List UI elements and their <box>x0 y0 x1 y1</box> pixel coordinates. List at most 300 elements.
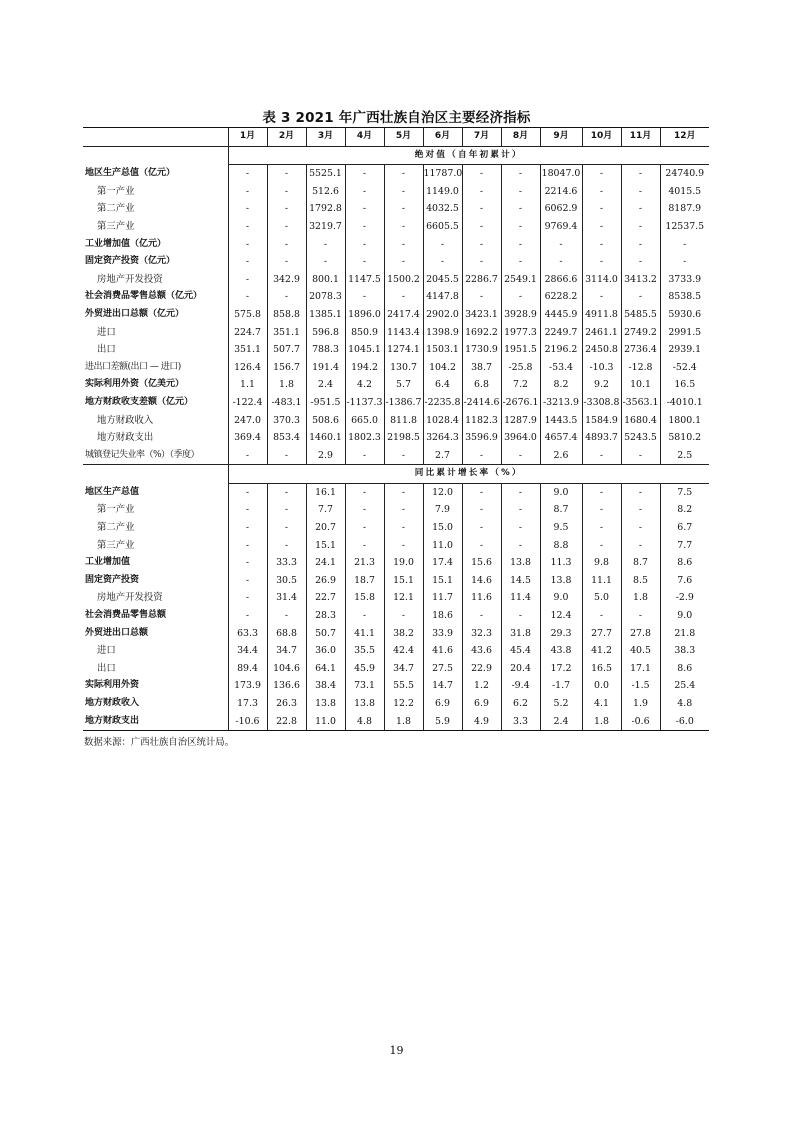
table-cell: 1977.3 <box>501 324 540 342</box>
table-cell: 21.3 <box>345 554 384 572</box>
table-cell: 7.6 <box>660 572 709 590</box>
table-cell: 6.2 <box>501 695 540 713</box>
table-cell: - <box>345 183 384 201</box>
table-cell: 27.5 <box>423 660 462 678</box>
table-cell: - <box>228 554 267 572</box>
table-cell: 14.5 <box>501 572 540 590</box>
table-cell: 2.4 <box>306 376 345 394</box>
table-cell: - <box>228 165 267 183</box>
table-cell: 50.7 <box>306 625 345 643</box>
table-cell: 12.4 <box>540 607 582 625</box>
table-cell: 2991.5 <box>660 324 709 342</box>
table-cell: 858.8 <box>267 306 306 324</box>
table-cell: 8.7 <box>621 554 660 572</box>
row-label: 进出口差额(出口 — 进口) <box>85 361 181 372</box>
table-cell: 8.6 <box>660 660 709 678</box>
table-cell: - <box>660 236 709 254</box>
table-cell: 14.6 <box>462 572 501 590</box>
table-cell: 369.4 <box>228 429 267 447</box>
table-cell: 4911.8 <box>582 306 621 324</box>
table-cell: 1460.1 <box>306 429 345 447</box>
month-header: 2月 <box>267 128 306 147</box>
table-cell: - <box>462 200 501 218</box>
table-cell: 15.6 <box>462 554 501 572</box>
table-cell: 13.8 <box>345 695 384 713</box>
page-number: 19 <box>389 1044 404 1057</box>
table-cell: - <box>501 447 540 465</box>
table-cell: - <box>582 537 621 555</box>
table-cell: 4032.5 <box>423 200 462 218</box>
table-cell: -0.6 <box>621 713 660 731</box>
table-cell: 1398.9 <box>423 324 462 342</box>
row-label: 外贸进出口总额（亿元） <box>85 308 185 319</box>
table-cell: 63.3 <box>228 625 267 643</box>
table-row <box>83 713 709 731</box>
table-cell: 156.7 <box>267 359 306 377</box>
table-cell: 224.7 <box>228 324 267 342</box>
table-cell: 6062.9 <box>540 200 582 218</box>
table-cell: 351.1 <box>228 341 267 359</box>
table-cell: - <box>501 253 540 271</box>
table-cell: -1137.3 <box>345 394 384 412</box>
table-cell: 15.0 <box>423 519 462 537</box>
table-cell: - <box>228 607 267 625</box>
row-label: 工业增加值 <box>85 557 131 568</box>
table-cell: 2.9 <box>306 447 345 465</box>
table-cell: -1.7 <box>540 677 582 695</box>
table-cell: 1045.1 <box>345 341 384 359</box>
table-cell: 34.4 <box>228 642 267 660</box>
table-cell: 0.0 <box>582 677 621 695</box>
table-cell: - <box>267 537 306 555</box>
table-cell: - <box>267 501 306 519</box>
table-cell: 9.2 <box>582 376 621 394</box>
table-cell: 12537.5 <box>660 218 709 236</box>
table-cell: - <box>345 218 384 236</box>
table-cell: - <box>462 519 501 537</box>
table-cell: 1143.4 <box>384 324 423 342</box>
table-cell: 2286.7 <box>462 271 501 289</box>
table-row <box>83 537 709 555</box>
source-note: 数据来源：广西壮族自治区统计局。 <box>84 737 235 748</box>
table-cell: 89.4 <box>228 660 267 678</box>
table-cell: 4657.4 <box>540 429 582 447</box>
table-cell: - <box>621 288 660 306</box>
table-cell: - <box>228 537 267 555</box>
table-row <box>83 253 709 271</box>
table-cell: - <box>267 519 306 537</box>
table-cell: 2.6 <box>540 447 582 465</box>
section-heading-spacer <box>83 465 228 484</box>
table-cell: 19.0 <box>384 554 423 572</box>
table-cell: 2.5 <box>660 447 709 465</box>
table-cell: 34.7 <box>267 642 306 660</box>
table-cell: 4445.9 <box>540 306 582 324</box>
table-cell: 351.1 <box>267 324 306 342</box>
table-cell: - <box>621 165 660 183</box>
table-cell: 9.0 <box>540 483 582 501</box>
row-label: 地区生产总值 <box>85 486 140 497</box>
table-cell: - <box>582 607 621 625</box>
table-cell: - <box>462 537 501 555</box>
table-cell: - <box>621 236 660 254</box>
table-cell: 5.9 <box>423 713 462 731</box>
table-cell: 22.9 <box>462 660 501 678</box>
table-cell: 18047.0 <box>540 165 582 183</box>
table-cell: 11.6 <box>462 589 501 607</box>
table-cell: - <box>582 218 621 236</box>
table-row <box>83 501 709 519</box>
table-cell: -2235.8 <box>423 394 462 412</box>
table-cell: 6.8 <box>462 376 501 394</box>
table-cell: 22.7 <box>306 589 345 607</box>
table-cell: -52.4 <box>660 359 709 377</box>
table-cell: 1.2 <box>462 677 501 695</box>
table-cell: 507.7 <box>267 341 306 359</box>
table-cell: 5243.5 <box>621 429 660 447</box>
table-cell: - <box>384 288 423 306</box>
table-cell: - <box>501 519 540 537</box>
table-cell: 2736.4 <box>621 341 660 359</box>
table-cell: 8.7 <box>540 501 582 519</box>
table-row <box>83 394 709 412</box>
table-cell: 508.6 <box>306 412 345 430</box>
table-cell: -4010.1 <box>660 394 709 412</box>
table-cell: 11.3 <box>540 554 582 572</box>
table-cell: - <box>582 236 621 254</box>
table-cell: 3114.0 <box>582 271 621 289</box>
table-cell: 4.2 <box>345 376 384 394</box>
table-cell: 4.1 <box>582 695 621 713</box>
table-cell: 1802.3 <box>345 429 384 447</box>
table-cell: 1692.2 <box>462 324 501 342</box>
table-cell: 5.0 <box>582 589 621 607</box>
table-cell: 1.8 <box>384 713 423 731</box>
table-row <box>83 607 709 625</box>
table-cell: 9.0 <box>540 589 582 607</box>
month-header: 7月 <box>462 128 501 147</box>
table-row <box>83 218 709 236</box>
table-cell: 8.2 <box>540 376 582 394</box>
table-cell: -1.5 <box>621 677 660 695</box>
table-cell: 8.8 <box>540 537 582 555</box>
table-cell: 18.7 <box>345 572 384 590</box>
table-cell: 4147.8 <box>423 288 462 306</box>
table-cell: 9.0 <box>660 607 709 625</box>
table-cell: 3413.2 <box>621 271 660 289</box>
table-cell: - <box>423 236 462 254</box>
table-cell: - <box>267 607 306 625</box>
table-cell: 8.5 <box>621 572 660 590</box>
table-cell: - <box>306 236 345 254</box>
table-cell: 126.4 <box>228 359 267 377</box>
table-cell: - <box>345 519 384 537</box>
table-cell: -53.4 <box>540 359 582 377</box>
table-cell: -9.4 <box>501 677 540 695</box>
row-label: 地方财政收入 <box>97 414 154 426</box>
table-cell: 3423.1 <box>462 306 501 324</box>
table-cell: - <box>384 519 423 537</box>
table-cell: 1951.5 <box>501 341 540 359</box>
row-label: 固定资产投资 <box>85 574 140 585</box>
table-cell: - <box>345 236 384 254</box>
table-cell: 3.3 <box>501 713 540 731</box>
table-cell: 12.0 <box>423 483 462 501</box>
table-cell: 29.3 <box>540 625 582 643</box>
table-cell: 21.8 <box>660 625 709 643</box>
table-cell: 9.5 <box>540 519 582 537</box>
table-cell: -2414.6 <box>462 394 501 412</box>
table-cell: 2902.0 <box>423 306 462 324</box>
table-cell: - <box>621 253 660 271</box>
table-cell: - <box>267 447 306 465</box>
row-label: 出口 <box>97 662 116 674</box>
table-cell: 16.1 <box>306 483 345 501</box>
table-cell: - <box>345 200 384 218</box>
table-cell: 1274.1 <box>384 341 423 359</box>
table-cell: -12.8 <box>621 359 660 377</box>
table-cell: 31.4 <box>267 589 306 607</box>
table-cell: 3928.9 <box>501 306 540 324</box>
table-row <box>83 341 709 359</box>
table-cell: 1443.5 <box>540 412 582 430</box>
table-cell: 26.3 <box>267 695 306 713</box>
table-cell: - <box>228 183 267 201</box>
table-cell: - <box>462 607 501 625</box>
table-cell: - <box>462 288 501 306</box>
table-cell: - <box>462 501 501 519</box>
table-cell: 2078.3 <box>306 288 345 306</box>
table-cell: 5930.6 <box>660 306 709 324</box>
table-cell: 13.8 <box>501 554 540 572</box>
table-cell: 1.9 <box>621 695 660 713</box>
table-cell: 14.7 <box>423 677 462 695</box>
table-cell: 1896.0 <box>345 306 384 324</box>
economic-indicators-table <box>83 127 709 731</box>
table-cell: 13.8 <box>306 695 345 713</box>
table-cell: 11.0 <box>306 713 345 731</box>
table-cell: -1386.7 <box>384 394 423 412</box>
table-cell: 850.9 <box>345 324 384 342</box>
table-row <box>83 695 709 713</box>
table-cell: 6.7 <box>660 519 709 537</box>
table-cell: -10.6 <box>228 713 267 731</box>
table-cell: 2939.1 <box>660 341 709 359</box>
table-cell: 5810.2 <box>660 429 709 447</box>
month-header: 11月 <box>621 128 660 147</box>
table-cell: - <box>345 165 384 183</box>
table-cell: 11.1 <box>582 572 621 590</box>
table-cell: 1028.4 <box>423 412 462 430</box>
table-cell: 2549.1 <box>501 271 540 289</box>
table-row <box>83 677 709 695</box>
month-header: 10月 <box>582 128 621 147</box>
row-label: 外贸进出口总额 <box>85 627 149 638</box>
table-cell: 8.6 <box>660 554 709 572</box>
table-cell: 247.0 <box>228 412 267 430</box>
table-cell: - <box>306 253 345 271</box>
table-cell: 173.9 <box>228 677 267 695</box>
table-cell: 4893.7 <box>582 429 621 447</box>
table-cell: - <box>267 183 306 201</box>
table-row <box>83 359 709 377</box>
table-cell: 12.2 <box>384 695 423 713</box>
row-label: 进口 <box>97 645 116 657</box>
row-label: 第一产业 <box>97 185 135 197</box>
section-heading-spacer <box>83 146 228 165</box>
table-header-row <box>83 128 709 147</box>
table-cell: - <box>228 253 267 271</box>
table-cell: 853.4 <box>267 429 306 447</box>
table-cell: - <box>384 253 423 271</box>
table-cell: - <box>501 483 540 501</box>
table-cell: -3213.9 <box>540 394 582 412</box>
month-header: 1月 <box>228 128 267 147</box>
table-cell: 1.8 <box>621 589 660 607</box>
table-cell: 17.4 <box>423 554 462 572</box>
table-row <box>83 589 709 607</box>
table-cell: 1147.5 <box>345 271 384 289</box>
table-cell: - <box>228 218 267 236</box>
table-cell: 7.7 <box>306 501 345 519</box>
table-cell: -25.8 <box>501 359 540 377</box>
table-cell: - <box>462 483 501 501</box>
table-row <box>83 429 709 447</box>
page-title: 表 3 2021 年广西壮族自治区主要经济指标 <box>262 110 531 126</box>
table-cell: - <box>384 607 423 625</box>
row-label: 实际利用外资（亿美元） <box>85 379 185 390</box>
table-cell: - <box>621 183 660 201</box>
table-cell: - <box>501 537 540 555</box>
table-cell: 18.6 <box>423 607 462 625</box>
table-cell: 42.4 <box>384 642 423 660</box>
table-cell: - <box>501 218 540 236</box>
table-cell: - <box>384 501 423 519</box>
table-cell: 30.5 <box>267 572 306 590</box>
table-cell: - <box>267 288 306 306</box>
table-cell: - <box>228 271 267 289</box>
section-heading: 同比累计增长率（%） <box>228 465 709 484</box>
table-cell: - <box>462 253 501 271</box>
row-label: 地方财政支出 <box>97 432 154 444</box>
table-cell: 36.0 <box>306 642 345 660</box>
table-cell: - <box>228 288 267 306</box>
table-cell: - <box>501 183 540 201</box>
table-cell: - <box>501 200 540 218</box>
table-cell: 27.7 <box>582 625 621 643</box>
table-cell: 11.0 <box>423 537 462 555</box>
table-cell: 104.6 <box>267 660 306 678</box>
table-row <box>83 483 709 501</box>
table-cell: 6.9 <box>462 695 501 713</box>
table-cell: - <box>228 447 267 465</box>
table-cell: - <box>384 165 423 183</box>
table-row <box>83 642 709 660</box>
month-header: 3月 <box>306 128 345 147</box>
table-cell: 45.9 <box>345 660 384 678</box>
table-cell: - <box>267 165 306 183</box>
table-cell: 41.2 <box>582 642 621 660</box>
table-cell: - <box>345 537 384 555</box>
row-label: 城镇登记失业率（%）（季度） <box>83 447 228 465</box>
table-cell: 17.3 <box>228 695 267 713</box>
table-cell: -122.4 <box>228 394 267 412</box>
table-cell: 73.1 <box>345 677 384 695</box>
table-cell: 12.1 <box>384 589 423 607</box>
row-label: 第二产业 <box>97 522 135 534</box>
table-cell: -3308.8 <box>582 394 621 412</box>
month-header: 8月 <box>501 128 540 147</box>
table-cell: 35.5 <box>345 642 384 660</box>
table-cell: - <box>621 501 660 519</box>
table-cell: 27.8 <box>621 625 660 643</box>
table-cell: - <box>582 253 621 271</box>
table-cell: - <box>228 572 267 590</box>
table-cell: - <box>540 236 582 254</box>
table-cell: - <box>345 501 384 519</box>
table-cell: 1149.0 <box>423 183 462 201</box>
table-cell: 7.7 <box>660 537 709 555</box>
table-cell: 665.0 <box>345 412 384 430</box>
table-cell: 194.2 <box>345 359 384 377</box>
month-header: 4月 <box>345 128 384 147</box>
table-cell: - <box>384 200 423 218</box>
table-cell: 1730.9 <box>462 341 501 359</box>
table-cell: - <box>582 483 621 501</box>
table-cell: - <box>582 447 621 465</box>
table-cell: 55.5 <box>384 677 423 695</box>
table-cell: 38.2 <box>384 625 423 643</box>
row-label: 房地产开发投资 <box>97 592 163 604</box>
table-cell: - <box>501 236 540 254</box>
table-cell: 8.2 <box>660 501 709 519</box>
row-label: 第二产业 <box>97 203 135 215</box>
table-cell: 10.1 <box>621 376 660 394</box>
table-cell: - <box>660 253 709 271</box>
row-label: 第三产业 <box>97 220 135 232</box>
table-cell: 3964.0 <box>501 429 540 447</box>
table-cell: 3733.9 <box>660 271 709 289</box>
table-cell: 33.9 <box>423 625 462 643</box>
table-cell: - <box>621 447 660 465</box>
table-cell: - <box>501 607 540 625</box>
table-cell: 6.9 <box>423 695 462 713</box>
table-cell: - <box>384 218 423 236</box>
table-cell: 342.9 <box>267 271 306 289</box>
month-header: 5月 <box>384 128 423 147</box>
table-cell: 788.3 <box>306 341 345 359</box>
table-cell: - <box>345 483 384 501</box>
table-cell: - <box>228 483 267 501</box>
table-cell: 1500.2 <box>384 271 423 289</box>
table-cell: 800.1 <box>306 271 345 289</box>
table-cell: 28.3 <box>306 607 345 625</box>
table-cell: 370.3 <box>267 412 306 430</box>
table-cell: 2214.6 <box>540 183 582 201</box>
table-row <box>83 183 709 201</box>
table-cell: 811.8 <box>384 412 423 430</box>
table-cell: 15.1 <box>423 572 462 590</box>
table-row <box>83 165 709 183</box>
table-cell: 136.6 <box>267 677 306 695</box>
table-cell: 6228.2 <box>540 288 582 306</box>
table-cell: - <box>267 218 306 236</box>
table-cell: 24.1 <box>306 554 345 572</box>
table-row <box>83 288 709 306</box>
row-label: 工业增加值（亿元） <box>85 238 167 249</box>
table-cell: 596.8 <box>306 324 345 342</box>
table-cell: - <box>345 447 384 465</box>
